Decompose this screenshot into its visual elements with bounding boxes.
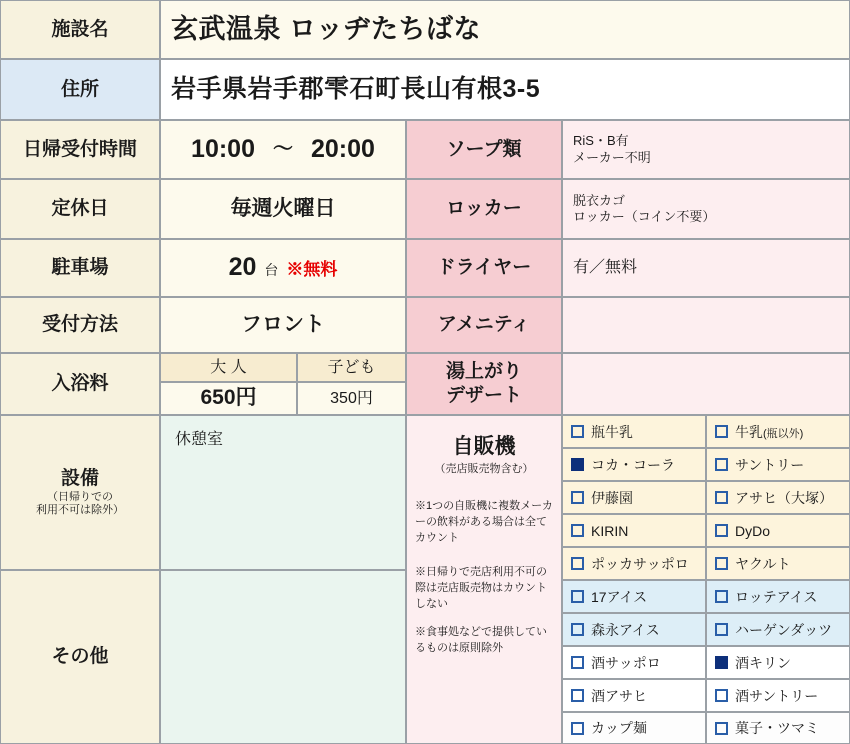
checkbox-item[interactable] (706, 580, 850, 613)
closed-label: 定休日 (0, 179, 160, 239)
other-label: その他 (0, 570, 160, 744)
locker-value (562, 179, 850, 239)
closed-value: 毎週火曜日 (160, 179, 406, 239)
checkbox-label: 酒アサヒ (591, 687, 647, 704)
reception-value: フロント (160, 297, 406, 353)
fee-adult-header: 大 人 (160, 353, 297, 382)
vending-title: 自販機 (452, 435, 516, 458)
address-label: 住所 (0, 59, 160, 120)
facility-name-label: 施設名 (0, 0, 160, 59)
checkbox-item[interactable] (706, 613, 850, 646)
parking-value (160, 239, 406, 297)
dessert-label-line1: 湯上がり (445, 361, 522, 383)
amenity-value (562, 297, 850, 353)
checkbox-label: 伊藤園 (591, 489, 633, 506)
dryer-label: ドライヤー (406, 239, 562, 297)
locker-label: ロッカー (406, 179, 562, 239)
vending-machine-section (406, 415, 562, 744)
checkbox-box[interactable] (571, 623, 584, 636)
checkbox-item[interactable] (706, 448, 850, 481)
fee-adult-value: 650円 (160, 382, 297, 415)
checkbox-box[interactable] (715, 623, 728, 636)
checkbox-item[interactable] (562, 613, 706, 646)
checkbox-label: 17アイス (591, 588, 648, 605)
checkbox-box[interactable] (571, 458, 584, 471)
checkbox-label: 菓子・ツマミ (735, 720, 819, 736)
checkbox-item[interactable] (562, 481, 706, 514)
checkbox-item[interactable] (706, 679, 850, 712)
checkbox-item[interactable] (562, 580, 706, 613)
equipment-label-main: 設備 (60, 467, 99, 489)
checkbox-label: カップ麺 (591, 720, 647, 736)
checkbox-item[interactable] (706, 547, 850, 580)
checkbox-box[interactable] (715, 491, 728, 504)
checkbox-item[interactable] (706, 415, 850, 448)
address-value: 岩手県岩手郡雫石町長山有根3-5 (160, 59, 850, 120)
checkbox-label: 森永アイス (591, 621, 660, 638)
locker-value-line2: ロッカー（コイン不要） (573, 209, 716, 224)
checkbox-label: 瓶牛乳 (591, 423, 633, 440)
checkbox-item[interactable] (562, 679, 706, 712)
checkbox-item[interactable] (562, 712, 706, 744)
hours-close: 20:00 (311, 134, 375, 163)
checkbox-box[interactable] (571, 656, 584, 669)
hours-open: 10:00 (191, 134, 255, 163)
checkbox-box[interactable] (715, 425, 728, 438)
checkbox-box[interactable] (571, 590, 584, 603)
dessert-value (562, 353, 850, 415)
checkbox-box[interactable] (571, 557, 584, 570)
checkbox-item[interactable] (562, 448, 706, 481)
hours-label: 日帰受付時間 (0, 120, 160, 179)
checkbox-item[interactable] (706, 481, 850, 514)
checkbox-box[interactable] (571, 722, 584, 735)
other-value (160, 570, 406, 744)
checkbox-label: ヤクルト (735, 555, 791, 572)
vending-note-3: ※食事処などで提供しているものは原則除外 (415, 625, 547, 654)
checkbox-item[interactable] (706, 646, 850, 679)
soap-value-line2: メーカー不明 (573, 149, 651, 165)
checkbox-label: 酒キリン (735, 654, 791, 671)
checkbox-label: KIRIN (591, 522, 629, 539)
checkbox-label: サントリー (735, 456, 805, 473)
soap-value-line1: RiS・B有 (573, 133, 629, 149)
soap-label: ソープ類 (406, 120, 562, 179)
checkbox-item[interactable] (562, 415, 706, 448)
vending-note-1: ※1つの自販機に複数メーカーの飲料がある場合は全てカウント (415, 500, 553, 544)
checkbox-box[interactable] (571, 491, 584, 504)
checkbox-box[interactable] (715, 590, 728, 603)
parking-unit: 台 (264, 262, 279, 279)
equipment-label-sub1: （日帰りでの (47, 490, 113, 503)
parking-free-note: ※無料 (286, 260, 338, 280)
bathing-fee-label: 入浴料 (0, 353, 160, 415)
checkbox-item[interactable] (562, 547, 706, 580)
checkbox-label: 酒サッポロ (591, 654, 661, 671)
checkbox-item[interactable] (706, 712, 850, 744)
fee-child-value: 350円 (297, 382, 406, 415)
checkbox-box[interactable] (715, 722, 728, 735)
checkbox-label: コカ・コーラ (591, 456, 675, 473)
checkbox-item[interactable] (562, 514, 706, 547)
checkbox-label: アサヒ（大塚） (735, 489, 833, 506)
equipment-label-sub2: 利用不可は除外） (36, 504, 124, 517)
dessert-label-line2: デザート (445, 385, 522, 406)
fee-child-header: 子ども (297, 353, 406, 382)
checkbox-box[interactable] (571, 524, 584, 537)
equipment-value: 休憩室 (160, 415, 406, 570)
vending-note-2: ※日帰りで売店利用不可の際は売店販売物はカウントしない (415, 565, 547, 610)
dryer-value: 有／無料 (562, 239, 850, 297)
checkbox-box[interactable] (715, 524, 728, 537)
checkbox-box[interactable] (715, 557, 728, 570)
dessert-label (406, 353, 562, 415)
checkbox-label: 酒サントリー (735, 687, 819, 704)
checkbox-label: DyDo (735, 522, 771, 539)
checkbox-box[interactable] (571, 689, 584, 702)
checkbox-label: 牛乳(瓶以外) (735, 423, 804, 440)
equipment-label (0, 415, 160, 570)
checkbox-item[interactable] (706, 514, 850, 547)
parking-label: 駐車場 (0, 239, 160, 297)
checkbox-box[interactable] (571, 425, 584, 438)
vending-subtitle: （売店販売物含む） (434, 463, 534, 476)
parking-count: 20 (228, 253, 257, 282)
checkbox-box[interactable] (715, 689, 728, 702)
amenity-label: アメニティ (406, 297, 562, 353)
checkbox-box[interactable] (715, 458, 728, 471)
hours-value (160, 120, 406, 179)
reception-label: 受付方法 (0, 297, 160, 353)
checkbox-item[interactable] (562, 646, 706, 679)
checkbox-label: ポッカサッポロ (591, 555, 689, 572)
checkbox-label: ロッテアイス (735, 588, 818, 605)
soap-value (562, 120, 850, 179)
facility-name-value: 玄武温泉 ロッヂたちばな (160, 0, 850, 59)
checkbox-box[interactable] (715, 656, 728, 669)
hours-separator: ～ (273, 138, 293, 160)
locker-value-line1: 脱衣カゴ (573, 192, 626, 208)
checkbox-label: ハーゲンダッツ (735, 621, 833, 638)
